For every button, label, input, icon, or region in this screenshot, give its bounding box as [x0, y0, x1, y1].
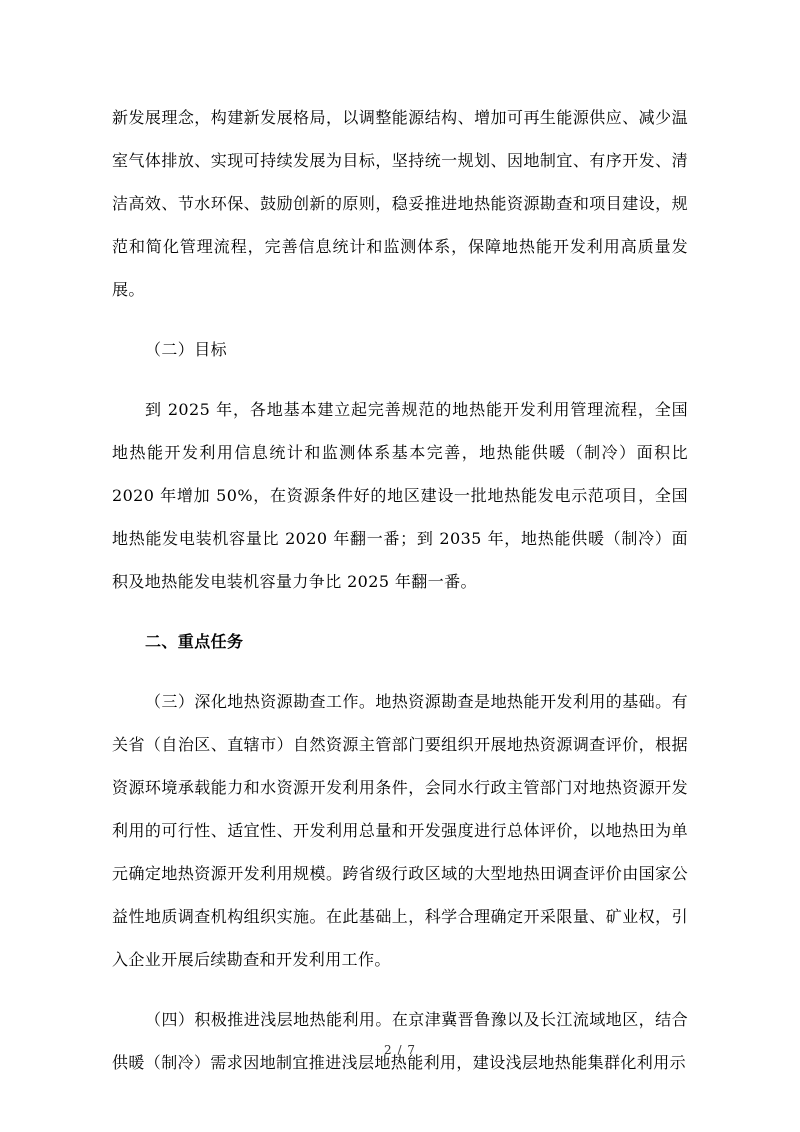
page-number: 2 / 7 [384, 1043, 416, 1057]
paragraph: 到 2025 年，各地基本建立起完善规范的地热能开发利用管理流程，全国地热能开发利用信息统计和监测体系基本完善，地热能供暖（制冷）面积比 2020 年增加 50%，在资源条件好的地区建设一批地热能发电示范项目，全国地热能发电装机容量比 2020 年翻一番；到 2035 年，地热能供暖（制冷）面积及地热能发电装机容量力争比 2025 年翻一番。 [112, 400, 688, 591]
paragraph: 新发展理念，构建新发展格局，以调整能源结构、增加可再生能源供应、减少温室气体排放、实现可持续发展为目标，坚持统一规划、因地制宜、有序开发、清洁高效、节水环保、鼓励创新的原则，稳妥推进地热能资源勘查和项目建设，规范和简化管理流程，完善信息统计和监测体系，保障地热能开发利用高质量发展。 [112, 108, 688, 299]
section-subheading: （二）目标 [145, 340, 228, 359]
paragraph: （四）积极推进浅层地热能利用。在京津冀晋鲁豫以及长江流域地区，结合供暖（制冷）需求因地制宜推进浅层地热能利用，建设浅层地热能集群化利用示 [112, 1010, 688, 1072]
document-body [112, 96, 688, 1101]
section-heading: 二、重点任务 [145, 632, 244, 651]
paragraph: （三）深化地热资源勘查工作。地热资源勘查是地热能开发利用的基础。有关省（自治区、直辖市）自然资源主管部门要组织开展地热资源调查评价，根据资源环境承载能力和水资源开发利用条件，会同水行政主管部门对地热资源开发利用的可行性、适宜性、开发利用总量和开发强度进行总体评价，以地热田为单元确定地热资源开发利用规模。跨省级行政区域的大型地热田调查评价由国家公益性地质调查机构组织实施。在此基础上，科学合理确定开采限量、矿业权，引入企业开展后续勘查和开发利用工作。 [112, 692, 688, 969]
